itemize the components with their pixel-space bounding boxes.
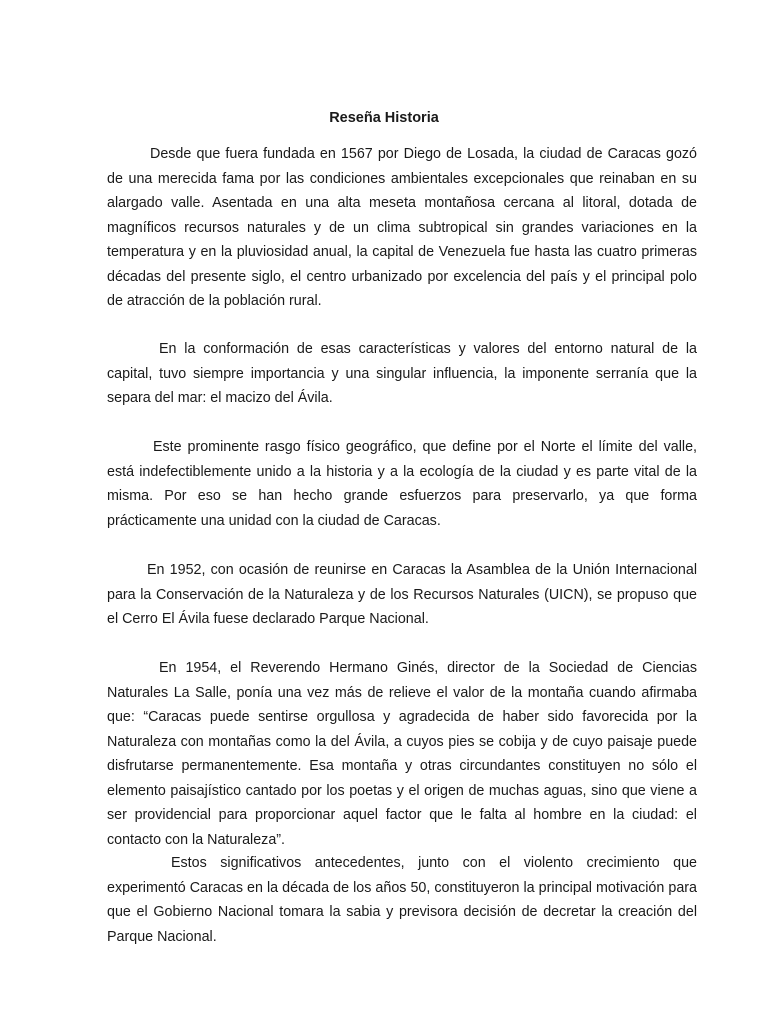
document-title: Reseña Historia [329, 110, 439, 126]
paragraph-founding: Desde que fuera fundada en 1567 por Diego de Losada, la ciudad de Caracas gozó de una merecida fama por las condiciones ambientales excepcionales que reinaban en su alargado valle. Asentada en una alta meseta montañosa cercana al litoral, dotada de magníficos recursos naturales y de un clima subtropical sin grandes variaciones en la temperatura y en la pluviosidad anual, la capital de Venezuela fue hasta las cuatro primeras décadas del presente siglo, el centro urbanizado por excelencia del país y el principal polo de atracción de la población rural. [107, 146, 697, 309]
paragraph-1954-gines-quote: En 1954, el Reverendo Hermano Ginés, director de la Sociedad de Ciencias Naturales La Salle, ponía una vez más de relieve el valor de la montaña cuando afirmaba que: “Caracas puede sentirse orgullosa y agradecida de haber sido favorecida por la Naturaleza con montañas como la del Ávila, a cuyos pies se cobija y de cuyo paisaje puede disfrutarse permanentemente. Esa montaña y otras circundantes constituyen no sólo el elemento paisajístico cantado por los poetas y el origen de muchas aguas, sino que viene a ser providencial para proporcionar aquel factor que le falta al hombre en la ciudad: el contacto con la Naturaleza”. [107, 660, 697, 848]
paragraph-geographic-feature: Este prominente rasgo físico geográfico, que define por el Norte el límite del valle, está indefectiblemente unido a la historia y a la ecología de la ciudad y es parte vital de la misma. Por eso se han hecho grande esfuerzos para preservarlo, ya que forma prácticamente una unidad con la ciudad de Caracas. [107, 439, 697, 529]
paragraph-1952-uicn: En 1952, con ocasión de reunirse en Caracas la Asamblea de la Unión Internacional para la Conservación de la Naturaleza y de los Recursos Naturales (UICN), se propuso que el Cerro El Ávila fuese declarado Parque Nacional. [107, 562, 697, 627]
paragraph-national-park-decision: Estos significativos antecedentes, junto con el violento crecimiento que experimentó Caracas en la década de los años 50, constituyeron la principal motivación para que el Gobierno Nacional tomara la sabia y previsora decisión de decretar la creación del Parque Nacional. [107, 855, 697, 945]
paragraph-avila-massif: En la conformación de esas características y valores del entorno natural de la capital, tuvo siempre importancia y una singular influencia, la imponente serranía que la separa del mar: el macizo del Ávila. [107, 341, 697, 406]
